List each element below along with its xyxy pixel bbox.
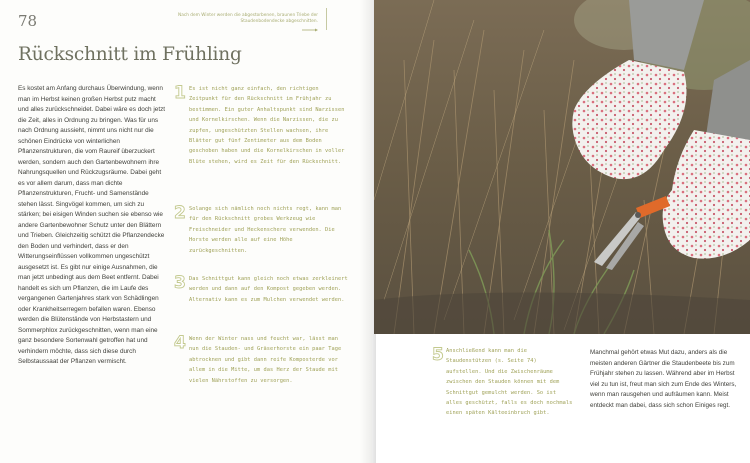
header-divider: [326, 8, 327, 30]
body-text: Es kostet am Anfang durchaus Überwindung, wenn man im Herbst keinen großen Herbst putz macht und alles zurückschneidet. Dabei wäre es doch jetzt die Zeit, alles in Ordnung zu bringen. Was für uns nach Ordnung aussieht, nimmt uns nicht nur die schönen Eindrücke von winterlichen Pflanzenstrukturen, die vom Raureif überzuckert werden, sondern auch den Gartenbewohnern ihre Nahrungsquellen und Rückzugsräume. Dabei geht es vor allem darum, dass man dichte Pflanzenstrukturen, Frucht- und Samenstände stehen lässt. Singvögel kommen, um sich zu stärken; bei eisigen Winden suchen sie ebenso wie andere Gartenbewohner Schutz unter den Blättern und Trieben. Gleichzeitig schützt die Pflanzendecke den Boden und verhindert, dass er den Witterungseinflüssen vollkommen ungeschützt ausgesetzt ist. Es gibt nur einige Ausnahmen, die man jetzt unbedingt aus dem Beet entfernt. Dabei handelt es sich um Pflanzen, die im Laufe des vergangenen Gartenjahres stark von Schädlingen oder Krankheitserregern befallen waren. Ebenso werden die Blütenstände von Herbstastern und Sommerphlox zurückgeschnitten, wenn man eine ganz besondere Sortenwahl getroffen hat und verhindern möchte, dass sich diese durch Selbstaussaat der Pflanzen vermischt.: [18, 85, 166, 365]
garden-photo: [374, 0, 750, 334]
step-text: Anschließend kann man die Staudenstützen (s. Seite 74) aufstellen. Und die Zwischenräume zwischen den Stauden können mit dem Schnittgut gemulcht werden. So ist alles geschützt, falls es doch nochmals einen späten Kälteeinbruch gibt.: [446, 348, 573, 417]
step-number: 5: [432, 345, 444, 365]
step-text: Wenn der Winter nass und feucht war, lässt man nun die Stauden- und Gräserhorste ein paar Tage abtrocknen und gibt dann reife Komposterde vor allem in die Mitte, um das Herz der Staude mit vielen Nährstoffen zu versorgen.: [189, 336, 342, 384]
step-number: 4: [174, 333, 186, 353]
page-number: 78: [18, 12, 38, 30]
page-title: Rückschnitt im Frühling: [18, 44, 242, 65]
left-page: [0, 0, 372, 463]
garden-photo-icon: [374, 0, 750, 334]
step-text: Das Schnittgut kann gleich noch etwas zerkleinert werden und dann auf den Kompost gegeben werden. Alternativ kann es zum Mulchen verwendet werden.: [189, 276, 348, 303]
header-note: Nach dem Winter werden die abgestorbenen, braunen Triebe der Staudenbodendecke abgeschnitten.: [178, 13, 319, 24]
step-text: Solange sich nämlich noch nichts regt, kann man für den Rückschnitt grobes Werkzeug wie Freischneider und Heckenschere verwenden. Die Horste werden alle auf eine Höhe zurückgeschnitten.: [189, 206, 342, 254]
arrow-right-icon: [302, 28, 318, 32]
step-number: 2: [174, 203, 186, 223]
step-number: 1: [174, 83, 186, 103]
step-text: Es ist nicht ganz einfach, den richtigen Zeitpunkt für den Rückschnitt im Frühjahr zu bestimmen. Ein guter Anhaltspunkt sind Narzissen und Kornelkirschen. Wenn die Narzissen, die zu zupfen, ungeschützten Stellen wachsen, ihre Blätter gut fünf Zentimeter aus dem Boden geschoben haben und die Kornelkirschen in voller Blüte stehen, wird es Zeit für den Rückschnitt.: [189, 86, 345, 165]
right-body-text: Manchmal gehört etwas Mut dazu, anders als die meisten anderen Gärtner die Staudenbeete bis zum Frühjahr stehen zu lassen. Während aber im Herbst viel zu tun ist, freut man sich zum Ende des Winters, wenn man rausgehen und aufräumen kann. Meist entdeckt man dabei, dass sich schon Einiges regt.: [590, 349, 737, 409]
step-number: 3: [174, 273, 186, 293]
